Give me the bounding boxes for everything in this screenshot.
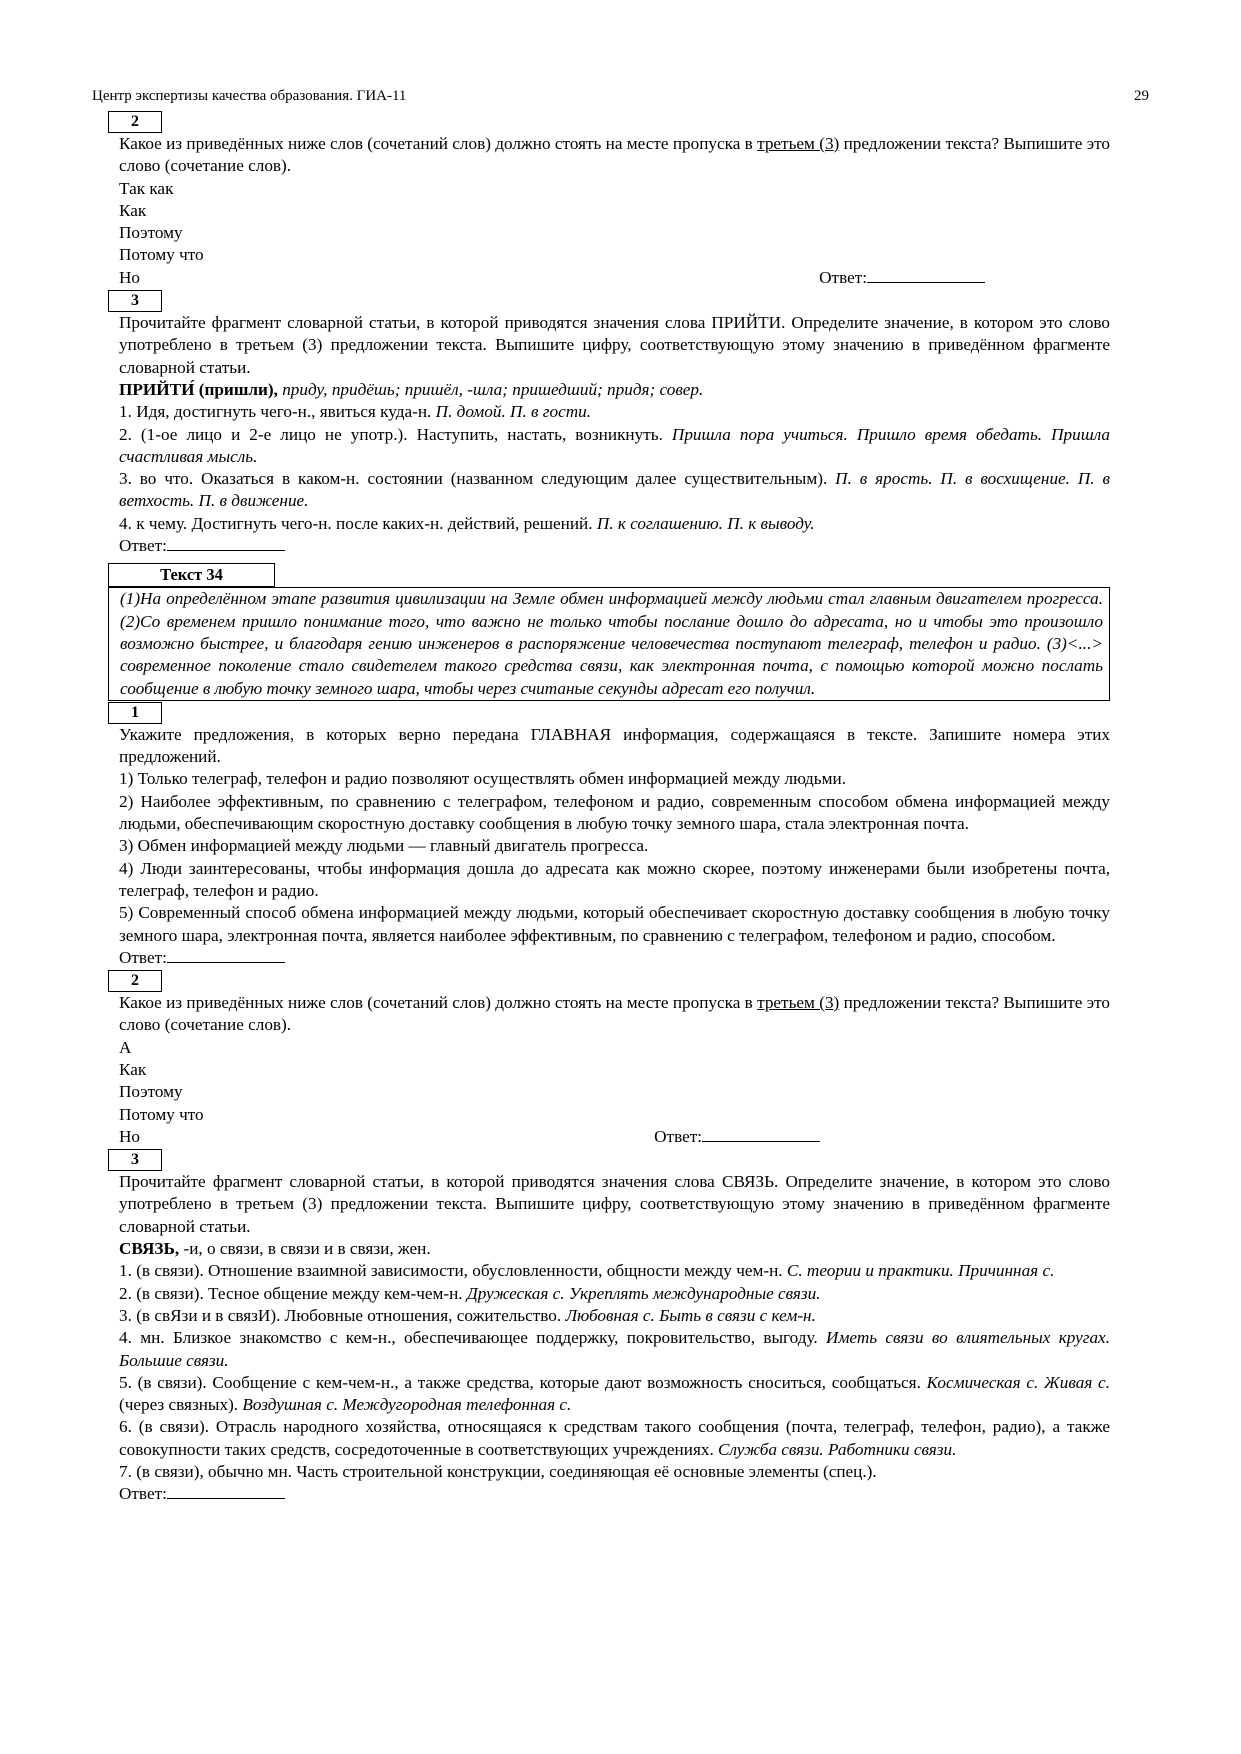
statement-option: 2) Наиболее эффективным, по сравнению с телеграфом, телефоном и радио, современным способом обмена информацией между людьми, обеспечивающим скоростную доставку сообщения в любую точку земного шара, стала электронная почта. (119, 791, 1110, 834)
meaning-examples: Космическая с. Живая с. (926, 1372, 1110, 1392)
answer-field[interactable] (819, 267, 985, 289)
answer-blank[interactable] (167, 536, 285, 551)
option: Поэтому (119, 223, 183, 243)
dictionary-meaning (119, 1416, 1110, 1461)
task-number-box: 3 (108, 1149, 162, 1171)
meaning-text: 1. (в связи). Отношение взаимной зависимости, обусловленности, общности между чем-н. (119, 1261, 787, 1281)
meaning-examples: Иметь связи во влиятельных кругах. Большие связи. (119, 1328, 1110, 1370)
task-text-part: Какое из приведённых ниже слов (сочетаний слов) должно стоять на месте пропуска в (119, 134, 758, 153)
option: Потому что (119, 1104, 204, 1124)
dictionary-meaning (119, 468, 1110, 513)
option: Но (119, 1126, 141, 1146)
answer-field[interactable] (119, 535, 1110, 557)
dictionary-meaning (119, 1283, 1110, 1305)
statement-option: 1) Только телеграф, телефон и радио позволяют осуществлять обмен информацией между людьми. (119, 769, 847, 789)
answer-field[interactable] (119, 947, 1110, 969)
dictionary-meaning (119, 1372, 1110, 1417)
word-forms: -и, о связи, в связи и в связи, жен. (179, 1239, 431, 1259)
meaning-examples: Служба связи. Работники связи. (718, 1439, 957, 1459)
answer-blank[interactable] (702, 1127, 820, 1142)
meaning-examples: Любовная с. Быть в связи с кем-н. (565, 1305, 816, 1325)
meaning-text: 3. во что. Оказаться в каком-н. состоянии (названном следующим далее существительным). (119, 469, 836, 489)
dictionary-meaning (119, 1305, 1110, 1327)
page-number: 29 (1134, 88, 1149, 104)
dictionary-entry-head (119, 1238, 1110, 1260)
text-title-box: Текст 34 (108, 563, 275, 587)
answer-label: Ответ: (654, 1126, 702, 1146)
headword: СВЯЗЬ, (119, 1239, 180, 1259)
meaning-text: 4. к чему. Достигнуть чего-н. после каких-н. действий, решений. (119, 513, 597, 533)
task-text (119, 992, 1110, 1037)
meaning-text: 7. (в связи), обычно мн. Часть строительной конструкции, соединяющая её основные элементы (спец.). (119, 1462, 877, 1482)
statement-option: 5) Современный способ обмена информацией между людьми, который обеспечивает скоростную доставку сообщения в любую точку земного шара, электронная почта, является наиболее эффективным, по сравнению с телеграфом, телефоном и радио, способом. (119, 903, 1110, 945)
header-title: Центр экспертизы качества образования. ГИА-11 (92, 88, 407, 104)
meaning-text: 4. мн. Близкое знакомство с кем-н., обеспечивающее поддержку, покровительство, выгоду. (119, 1328, 827, 1348)
underlined-text: третьем (3) (757, 993, 840, 1013)
answer-label: Ответ: (819, 267, 867, 287)
dictionary-meaning (119, 513, 1110, 535)
option-row (119, 1126, 1110, 1148)
dictionary-meaning (119, 401, 1110, 423)
task-text (119, 133, 1110, 178)
meaning-text: 3. (в свЯзи и в связИ). Любовные отношения, сожительство. (119, 1305, 566, 1325)
task-text: Прочитайте фрагмент словарной статьи, в которой приводятся значения слова ПРИЙТИ. Определите значение, в котором это слово употреблено в третьем (3) предложении текста. Выпишите цифру, соответствующую этому значению в приведённом фрагменте словарной статьи. (119, 313, 1110, 377)
option: Так как (119, 178, 174, 198)
task-text-part: предложении текста? Выпишите это слово (сочетание слов). (119, 134, 1110, 176)
answer-blank[interactable] (167, 948, 285, 963)
meaning-text: 2. (в связи). Тесное общение между кем-чем-н. (119, 1283, 467, 1303)
answer-label: Ответ: (119, 1484, 167, 1504)
task-text-part: Какое из приведённых ниже слов (сочетаний слов) должно стоять на месте пропуска в (119, 993, 758, 1013)
word-forms: приду, придёшь; пришёл, -шла; пришедший; придя; совер. (277, 379, 704, 399)
task-number-box: 2 (108, 111, 162, 133)
underlined-text: третьем (3) (757, 134, 840, 153)
option: А (119, 1037, 132, 1057)
answer-field[interactable] (119, 1483, 1110, 1505)
meaning-text: 2. (1-ое лицо и 2-е лицо не употр.). Наступить, настать, возникнуть. (119, 424, 672, 444)
answer-field[interactable] (654, 1126, 820, 1148)
meaning-examples: Дружеская с. Укреплять международные связи. (466, 1283, 821, 1303)
page-header (92, 88, 1149, 105)
dictionary-entry-head (119, 379, 1110, 401)
option: Как (119, 200, 147, 220)
meaning-examples: Пришла пора учиться. Пришло время обедать. Пришла счастливая мысль. (119, 424, 1110, 466)
task-text: Прочитайте фрагмент словарной статьи, в которой приводятся значения слова СВЯЗЬ. Определите значение, в котором это слово употреблено в третьем (3) предложении текста. Выпишите цифру, соответствующую этому значению в приведённом фрагменте словарной статьи. (119, 1172, 1110, 1236)
task-number-box: 1 (108, 702, 162, 724)
meaning-examples: П. к соглашению. П. к выводу. (596, 513, 815, 533)
dictionary-meaning (119, 1327, 1110, 1372)
answer-label: Ответ: (119, 536, 167, 556)
task-text-part: предложении текста? Выпишите это слово (сочетание слов). (119, 993, 1110, 1035)
statement-option: 3) Обмен информацией между людьми — главный двигатель прогресса. (119, 836, 649, 856)
meaning-text: 5. (в связи). Сообщение с кем-чем-н., а также средства, которые дают возможность сноситься, сообщаться. (119, 1372, 927, 1392)
meaning-text: 6. (в связи). Отрасль народного хозяйства, относящаяся к средствам такого сообщения (почта, телеграф, телефон, радио), а также совокупности таких средств, сосредоточенные в соответствующих учреждениях. (119, 1417, 1110, 1459)
meaning-text: (через связных). (119, 1395, 243, 1415)
option: Потому что (119, 245, 204, 265)
page-content (119, 110, 1110, 1506)
statement-option: 4) Люди заинтересованы, чтобы информация дошла до адресата как можно скорее, поэтому инженерами были изобретены почта, телеграф, телефон и радио. (119, 858, 1110, 900)
option: Но (119, 267, 141, 287)
dictionary-meaning (119, 1260, 1110, 1282)
task-text: Укажите предложения, в которых верно передана ГЛАВНАЯ информация, содержащаяся в тексте. Запишите номера этих предложений. (119, 724, 1110, 767)
task-number-box: 3 (108, 290, 162, 312)
answer-label: Ответ: (119, 947, 167, 967)
headword: ПРИЙТИ́ (пришли), (119, 379, 278, 399)
answer-blank[interactable] (167, 1484, 285, 1499)
meaning-examples: Воздушная с. Междугородная телефонная с. (242, 1395, 572, 1415)
option: Поэтому (119, 1082, 183, 1102)
meaning-examples: С. теории и практики. Причинная с. (786, 1261, 1055, 1281)
dictionary-meaning (119, 424, 1110, 469)
source-text: (1)На определённом этапе развития цивилизации на Земле обмен информацией между людьми стал главным двигателем прогресса. (2)Со временем пришло понимание того, что важно не только чтобы послание дошло до адресата, но и чтобы это произошло возможно быстрее, и благодаря гению инженеров в распоряжение человечества поступают телеграф, телефон и радио. (3)<...> современное поколение стало свидетелем такого средства связи, как электронная почта, с помощью которой можно послать сообщение в любую точку земного шара, чтобы через считаные секунды адресат его получил. (108, 587, 1110, 700)
dictionary-meaning (119, 1461, 1110, 1483)
meaning-examples: П. в ярость. П. в восхищение. П. в ветхость. П. в движение. (119, 469, 1110, 511)
answer-blank[interactable] (867, 268, 985, 283)
task-number-box: 2 (108, 970, 162, 992)
option: Как (119, 1059, 147, 1079)
meaning-examples: П. домой. П. в гости. (435, 402, 592, 422)
meaning-text: 1. Идя, достигнуть чего-н., явиться куда-н. (119, 402, 436, 422)
option-row (119, 267, 1110, 289)
